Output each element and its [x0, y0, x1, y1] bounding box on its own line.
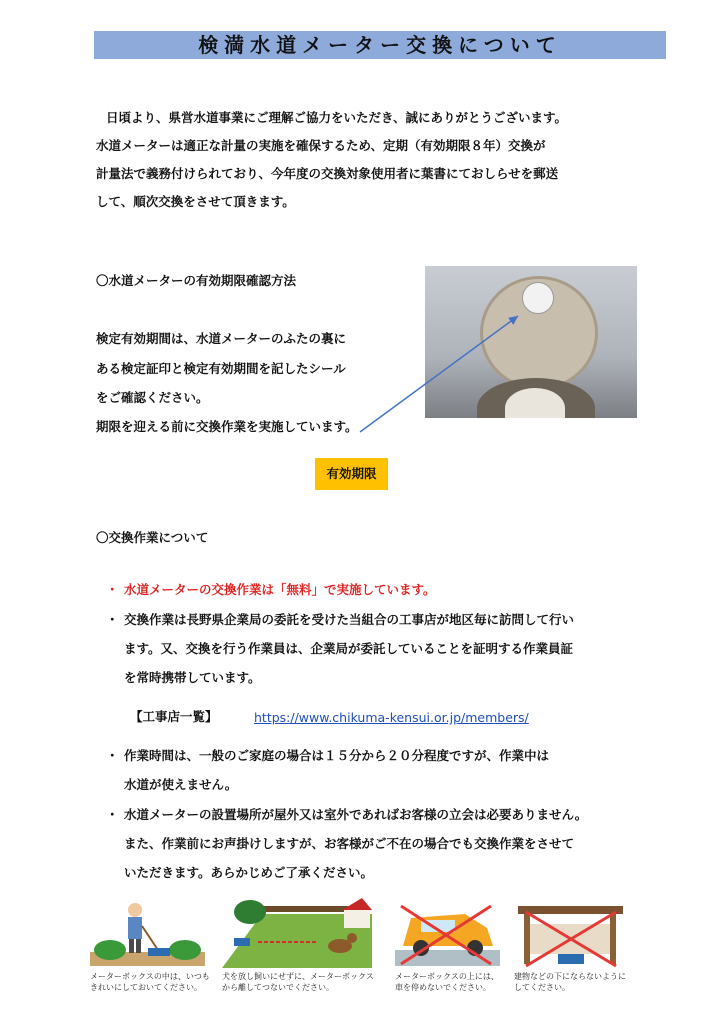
- pointer-arrow: [350, 310, 530, 440]
- caption-3-line-2: 車を停めないでください。: [395, 983, 491, 992]
- bullet-mark: ・: [106, 807, 119, 822]
- caption-1-line-1: メーターボックスの中は、いつも: [90, 972, 210, 981]
- caption-3-line-1: メーターボックスの上には、: [395, 972, 499, 981]
- section1-line-3: をご確認ください。: [96, 390, 209, 405]
- section1-line-2: ある検定証印と検定有効期間を記したシール: [96, 361, 346, 376]
- bullet-presence-text-1: 水道メーターの設置場所が屋外又は室外であればお客様の立会は必要ありません。: [124, 807, 588, 822]
- expiry-tag: 有効期限: [315, 458, 388, 490]
- building-over-meter-icon: [518, 898, 623, 970]
- bullet-duration-text-1: 作業時間は、一般のご家庭の場合は１５分から２０分程度ですが、作業中は: [124, 748, 550, 763]
- bullet-free-service: [106, 582, 436, 598]
- page-title: 検満水道メーター交換について: [198, 33, 562, 57]
- bullet-mark: ・: [106, 612, 119, 627]
- bullet-duration-2: 水道が使えません。: [124, 777, 238, 792]
- contractor-list-link[interactable]: https://www.chikuma-kensui.or.jp/members/: [254, 710, 529, 725]
- caption-1-line-2: きれいにしておいてください。: [90, 983, 202, 992]
- caption-4-line-1: 建物などの下にならないように: [514, 972, 626, 981]
- caption-2-line-2: から離してつないでください。: [222, 983, 334, 992]
- section1-line-1: 検定有効期間は、水道メーターのふたの裏に: [96, 331, 347, 346]
- contractor-list-label: 【工事店一覧】: [130, 709, 218, 724]
- caption-2-line-1: 犬を放し飼いにせずに、メーターボックス: [222, 972, 374, 981]
- caption-1: [90, 971, 210, 993]
- bullet-presence-3: いただきます。あらかじめご了承ください。: [124, 865, 374, 880]
- intro-line-3: 計量法で義務付けられており、今年度の交換対象使用者に葉書にておしらせを郵送: [96, 166, 559, 181]
- worker-cleaning-icon: [90, 898, 205, 970]
- bullet-mark: ・: [106, 582, 119, 597]
- bullet-contractor-1: [106, 612, 574, 628]
- bullet-contractor-text-1: 交換作業は長野県企業局の委託を受けた当組合の工事店が地区毎に訪問して行い: [124, 612, 575, 627]
- bullet-presence-2: また、作業前にお声掛けしますが、お客様がご不在の場合でも交換作業をさせて: [124, 836, 575, 851]
- bullet-free-text: 水道メーターの交換作業は「無料」で実施しています。: [124, 582, 436, 597]
- bullet-presence-1: [106, 807, 587, 823]
- section2-heading: 〇交換作業について: [96, 530, 209, 545]
- bullet-mark: ・: [106, 748, 119, 763]
- section1-line-4: 期限を迎える前に交換作業を実施しています。: [96, 419, 358, 434]
- title-bar: [94, 31, 666, 59]
- caption-4-line-2: してください。: [514, 983, 570, 992]
- bullet-contractor-2: ます。又、交換を行う作業員は、企業局が委託していることを証明する作業員証: [124, 641, 574, 656]
- car-parked-icon: [395, 898, 500, 970]
- caption-2: [222, 971, 374, 993]
- bullet-duration-1: [106, 748, 549, 764]
- intro-line-1: 日頃より、県営水道事業にご理解ご協力をいただき、誠にありがとうございます。: [106, 110, 568, 125]
- intro-line-2: 水道メーターは適正な計量の実施を確保するため、定期（有効期限８年）交換が: [96, 138, 546, 153]
- intro-line-4: して、順次交換をさせて頂きます。: [96, 194, 295, 209]
- bullet-contractor-3: を常時携帯しています。: [124, 670, 261, 685]
- section1-heading: 〇水道メーターの有効期限確認方法: [96, 273, 297, 288]
- caption-3: [395, 971, 499, 993]
- dog-house-icon: [222, 898, 372, 970]
- caption-4: [514, 971, 626, 993]
